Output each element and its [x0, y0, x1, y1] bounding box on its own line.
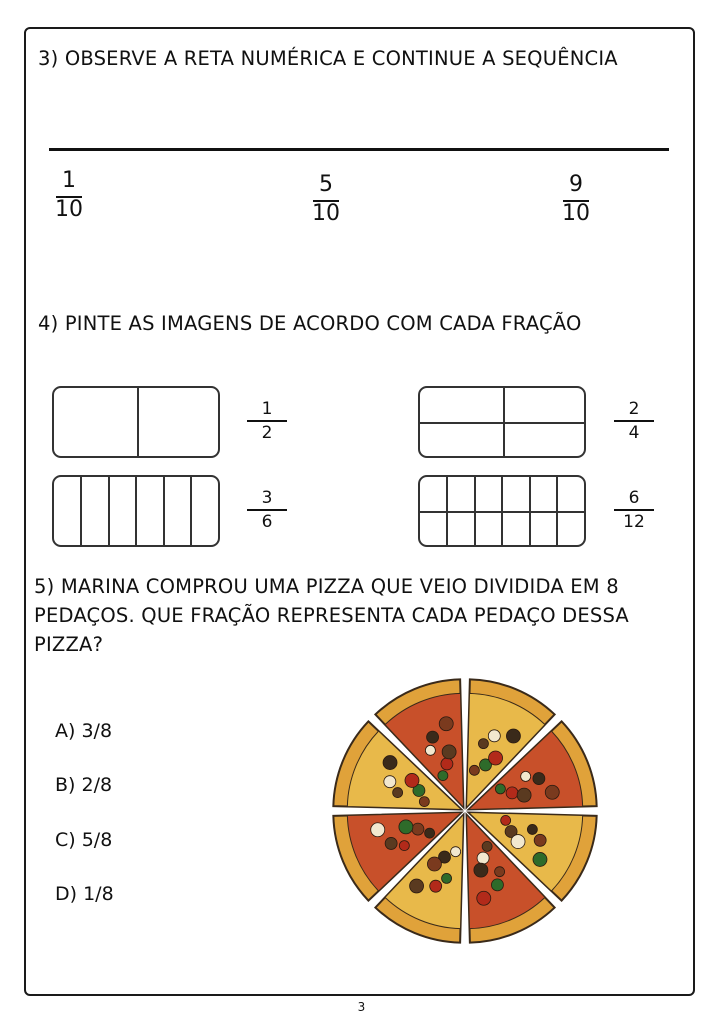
pizza-topping — [506, 729, 520, 743]
pizza-topping — [491, 879, 503, 891]
pizza-topping — [383, 756, 397, 770]
fraction-denominator: 10 — [55, 197, 83, 222]
pizza-topping — [469, 765, 479, 775]
fraction-numerator: 5 — [319, 172, 333, 197]
shape-fraction-label-1 — [245, 398, 289, 444]
question-5-line-1: 5) MARINA COMPROU UMA PIZZA QUE VEIO DIVIDIDA EM 8 — [34, 575, 619, 598]
pizza-topping — [438, 771, 448, 781]
pizza-topping — [517, 788, 531, 802]
fraction-shape-sixths[interactable] — [52, 475, 220, 547]
pizza-topping — [451, 847, 461, 857]
question-3-title: 3) OBSERVE A RETA NUMÉRICA E CONTINUE A SEQUÊNCIA — [38, 47, 618, 70]
fraction-numerator: 3 — [261, 488, 273, 508]
answer-option-b[interactable]: B) 2/8 — [55, 774, 113, 796]
pizza-topping — [439, 717, 453, 731]
shape-fraction-label-4 — [612, 487, 656, 533]
pizza-topping — [393, 788, 403, 798]
pizza-topping — [521, 771, 531, 781]
pizza-topping — [506, 787, 518, 799]
answer-option-c[interactable]: C) 5/8 — [55, 829, 113, 851]
pizza-topping — [425, 828, 435, 838]
fraction-denominator: 12 — [623, 512, 645, 532]
fraction-shape-halves[interactable] — [52, 386, 220, 458]
pizza-topping — [399, 820, 413, 834]
pizza-topping — [478, 739, 488, 749]
fraction-numerator: 2 — [628, 399, 640, 419]
shape-fraction-label-3 — [245, 487, 289, 533]
pizza-topping — [442, 745, 456, 759]
pizza-topping — [545, 785, 559, 799]
pizza-topping — [384, 776, 396, 788]
answer-option-a[interactable]: A) 3/8 — [55, 720, 113, 742]
fraction-shape-quarters[interactable] — [418, 386, 586, 458]
pizza-topping — [474, 863, 488, 877]
pizza-topping — [534, 834, 546, 846]
pizza-topping — [488, 730, 500, 742]
pizza-topping — [410, 879, 424, 893]
pizza-topping — [385, 837, 397, 849]
number-line — [49, 148, 669, 151]
question-4-title: 4) PINTE AS IMAGENS DE ACORDO COM CADA FRAÇÃO — [38, 312, 582, 335]
number-line-fraction-1 — [49, 166, 89, 226]
fraction-numerator: 1 — [62, 168, 76, 193]
pizza-topping — [425, 745, 435, 755]
pizza-topping — [419, 797, 429, 807]
fraction-numerator: 1 — [261, 399, 273, 419]
pizza-topping — [511, 835, 525, 849]
pizza-topping — [489, 751, 503, 765]
page-number: 3 — [357, 1000, 366, 1014]
pizza-topping — [477, 891, 491, 905]
pizza-topping — [371, 823, 385, 837]
fraction-denominator: 10 — [562, 201, 590, 226]
pizza-topping — [427, 731, 439, 743]
pizza-topping — [430, 880, 442, 892]
pizza-topping — [405, 773, 419, 787]
pizza-topping — [495, 784, 505, 794]
pizza-topping — [442, 873, 452, 883]
pizza-topping — [495, 867, 505, 877]
pizza-topping — [399, 841, 409, 851]
pizza-topping — [427, 857, 441, 871]
pizza-icon — [330, 676, 600, 946]
number-line-fraction-2 — [306, 170, 346, 230]
fraction-numerator: 6 — [628, 488, 640, 508]
fraction-denominator: 10 — [312, 201, 340, 226]
pizza-topping — [482, 841, 492, 851]
fraction-denominator: 4 — [628, 423, 640, 443]
pizza-topping — [527, 824, 537, 834]
question-5-line-3: PIZZA? — [34, 633, 104, 656]
fraction-shape-twelfths[interactable] — [418, 475, 586, 547]
fraction-denominator: 6 — [261, 512, 273, 532]
answer-option-d[interactable]: D) 1/8 — [55, 883, 114, 905]
pizza-topping — [412, 823, 424, 835]
fraction-numerator: 9 — [569, 172, 583, 197]
pizza-topping — [501, 815, 511, 825]
shape-fraction-label-2 — [612, 398, 656, 444]
pizza-topping — [441, 758, 453, 770]
question-5-line-2: PEDAÇOS. QUE FRAÇÃO REPRESENTA CADA PEDAÇO DESSA — [34, 604, 629, 627]
pizza-topping — [533, 852, 547, 866]
pizza-topping — [477, 852, 489, 864]
fraction-denominator: 2 — [261, 423, 273, 443]
pizza-topping — [533, 773, 545, 785]
number-line-fraction-3 — [556, 170, 596, 230]
